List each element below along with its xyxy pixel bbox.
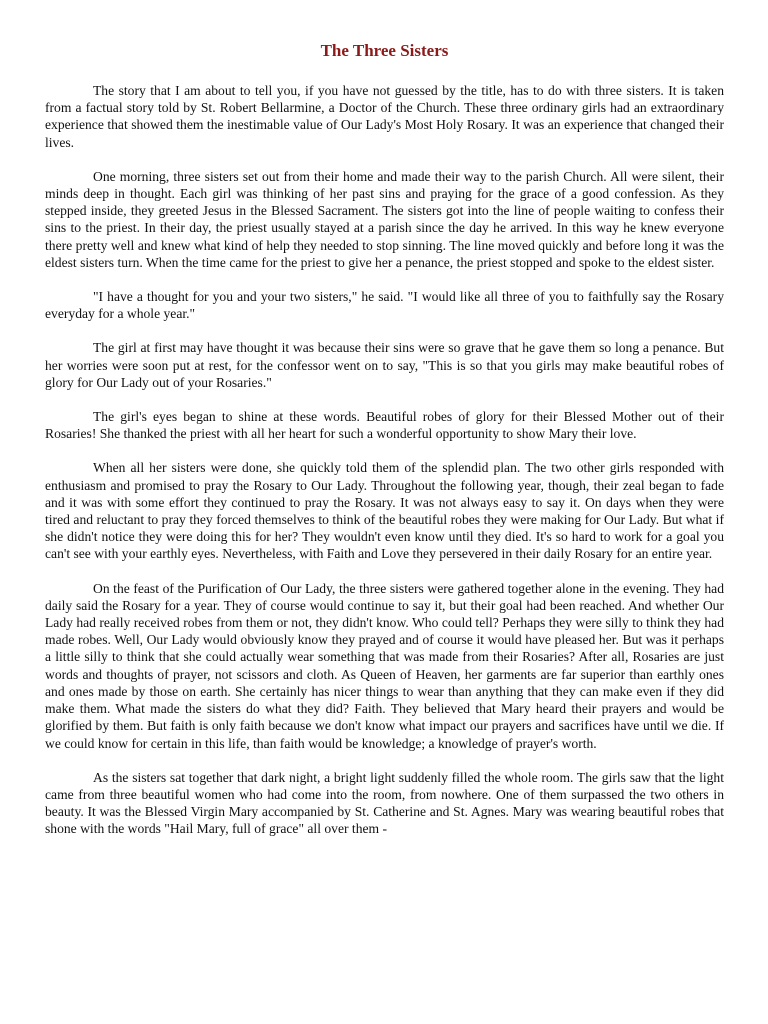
paragraph-7: On the feast of the Purification of Our Lady, the three sisters were gathered together alone in the evening. They had daily said the Rosary for a year. They of course would continue to say it, but their goal had been reached. And whether Our Lady had really received robes from them or not, they didn't know. Who could tell? Perhaps they were silly to think they had made robes. Well, Our Lady would obviously know they prayed and of course it would have pleased her. But was it perhaps a little silly to think that she could actually wear something that was made from their Rosaries? After all, Rosaries are just words and thoughts of prayer, not scissors and cloth. As Queen of Heaven, her garments are far superior than earthly ones and ones made by those on earth. She certainly has nicer things to wear than anything that they can make even if they did make them. What made the sisters do what they did? Faith. They believed that Mary heard their prayers and would be glorified by them. But faith is only faith because we don't know what impact our prayers and sacrifices have until we die. If we could know for certain in this life, than faith would be knowledge; a knowledge of prayer's worth. (45, 580, 724, 751)
document-title: The Three Sisters (320, 41, 449, 60)
paragraph-5: The girl's eyes began to shine at these words. Beautiful robes of glory for their Blessed Mother out of their Rosaries! She thanked the priest with all her heart for such a wonderful opportunity to show Mary their love. (45, 409, 724, 442)
paragraph-4: The girl at first may have thought it was because their sins were so grave that he gave them so long a penance. But her worries were soon put at rest, for the confessor went on to say, "This is so that you girls may make beautiful robes of glory for Our Lady out of your Rosaries." (45, 340, 724, 390)
document-page (45, 40, 724, 838)
paragraph-6: When all her sisters were done, she quickly told them of the splendid plan. The two other girls responded with enthusiasm and promised to pray the Rosary to Our Lady. Throughout the following year, though, their zeal began to fade and it was with some effort they continued to pray the Rosary. It was not always easy to say it. On days when they were tired and reluctant to pray they forced themselves to think of the beautiful robes they were making for Our Lady. But what if she didn't notice they were doing this for her? They wouldn't even know until they died. It's so hard to work for a goal you can't see with your earthly eyes. Nevertheless, with Faith and Love they persevered in their daily Rosary for an entire year. (45, 460, 724, 562)
paragraph-2: One morning, three sisters set out from their home and made their way to the parish Church. All were silent, their minds deep in thought. Each girl was thinking of her past sins and praying for the grace of a good confession. As they stepped inside, they greeted Jesus in the Blessed Sacrament. The sisters got into the line of people waiting to confess their sins to the priest. In their day, the priest usually stayed at a parish since the day he arrived. In this way he knew everyone there pretty well and knew what kind of help they needed to stop sinning. The line moved quickly and before long it was the eldest sisters turn. When the time came for the priest to give her a penance, the priest stopped and spoke to the eldest sister. (45, 168, 724, 270)
paragraph-8: As the sisters sat together that dark night, a bright light suddenly filled the whole room. The girls saw that the light came from three beautiful women who had come into the room, from nowhere. One of them surpassed the two others in beauty. It was the Blessed Virgin Mary accompanied by St. Catherine and St. Agnes. Mary was wearing beautiful robes that shone with the words "Hail Mary, full of grace" all over them - (45, 769, 724, 837)
paragraph-1: The story that I am about to tell you, if you have not guessed by the title, has to do with three sisters. It is taken from a factual story told by St. Robert Bellarmine, a Doctor of the Church. These three ordinary girls had an extraordinary experience that showed them the inestimable value of Our Lady's Most Holy Rosary. It was an experience that changed their lives. (45, 83, 724, 150)
paragraph-3: "I have a thought for you and your two sisters," he said. "I would like all three of you to faithfully say the Rosary everyday for a whole year." (45, 289, 724, 322)
